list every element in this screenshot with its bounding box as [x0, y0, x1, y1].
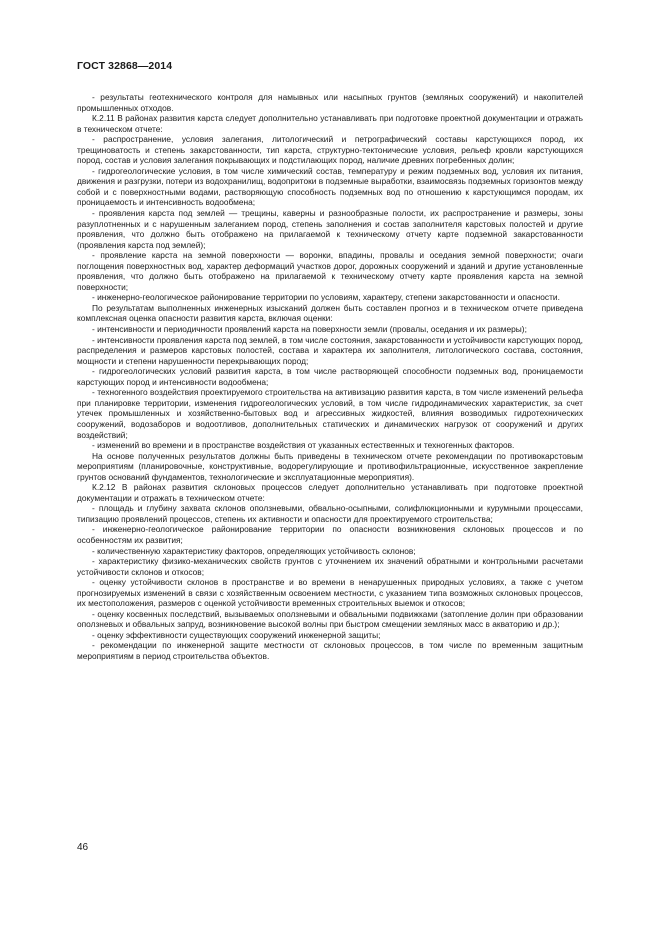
paragraph: - площадь и глубину захвата склонов оползневыми, обвально-осыпными, солифлюкционными и курумными процессами, типизацию проявлений процессов, степень их активности и опасности для проектируемого строительства; [77, 503, 583, 524]
paragraph: - интенсивности и периодичности проявлений карста на поверхности земли (провалы, оседания и их размеры); [92, 324, 527, 335]
paragraph: - количественную характеристику факторов, определяющих устойчивость склонов; [92, 545, 416, 556]
paragraph: - рекомендации по инженерной защите местности от склоновых процессов, в том числе по временным защитным мероприятиям в период строительства объектов. [77, 640, 583, 661]
paragraph: К.2.11 В районах развития карста следует дополнительно устанавливать при подготовке проектной документации и отражать в техническом отчете: [77, 113, 583, 134]
paragraph: - гидрогеологических условий развития карста, в том числе растворяющей способности подземных вод, проницаемости карстующих пород и интенсивности водообмена; [77, 366, 583, 387]
paragraph: На основе полученных результатов должны быть приведены в техническом отчете рекомендации по противокарстовым мероприятиям (планировочные, конструктивные, водорегулирующие и противофильтрационные, искусственное закрепление грунтов оснований фундаментов, технологические и эксплуатационные мероприятия). [77, 450, 583, 482]
paragraph: - проявление карста на земной поверхности — воронки, впадины, провалы и оседания земной поверхности; очаги поглощения поверхностных вод, характер деформаций участков дорог, дорожных сооружений и зданий и другие установленные проявления, что должно быть отображено на прилагаемой к техническому отчету карте проявления карста на земной поверхности; [77, 250, 583, 292]
paragraph: - проявления карста под землей — трещины, каверны и разнообразные полости, их распространение и размеры, зоны разуплотненных и с нарушенным залеганием пород, степень заполнения и состав заполнителя карстовых полостей и другие проявления, что должно быть отображено на прилагаемой к техническому отчету карте подземной закарстованности (проявления карста под землей); [77, 208, 583, 250]
paragraph: По результатам выполненных инженерных изысканий должен быть составлен прогноз и в техническом отчете приведена комплексная оценка опасности развития карста, включая оценки: [77, 302, 583, 324]
paragraph: - оценку косвенных последствий, вызываемых оползневыми и обвальными подвижками (затопление долин при образовании оползневых и обвальных запруд, возникновение высокой волны при быстром смещении земляных масс в акваторию и др.); [77, 608, 583, 630]
page-number: 46 [77, 842, 89, 853]
document-header: ГОСТ 32868—2014 [77, 60, 173, 72]
paragraph: - инженерно-геологическое районирование территории по опасности возникновения склоновых процессов и по особенностям их развития; [77, 524, 583, 545]
paragraph: - распространение, условия залегания, литологический и петрографический составы карстующихся пород, их трещиноватость и степень закарстованности, тип карста, структурно-тектонические условия, рельеф кровли карстующихся пород, состав и условия залегания покрывающих и подстилающих пород, наличие древних погребенных долин; [77, 134, 583, 166]
paragraph: - оценку эффективности существующих сооружений инженерной защиты; [92, 629, 381, 640]
paragraph: - гидрогеологические условия, в том числе химический состав, температуру и режим подземных вод, условия их питания, движения и разгрузки, потери из водохранилищ, водопритоки в подземные выработки, взаимосвязь подземных горизонтов между собой и с поверхностными водами, растворяющую способность подземных вод по отношению к карстующимся породам, их проницаемость и интенсивность водообмена; [77, 165, 583, 208]
paragraph: - инженерно-геологическое районирование территории по условиям, характеру, степени закарстованности и опасности. [92, 292, 560, 303]
paragraph: - изменений во времени и в пространстве воздействия от указанных естественных и техногенных факторов. [92, 440, 515, 451]
paragraph: - характеристику физико-механических свойств грунтов с уточнением их значений обратными и контрольными расчетами устойчивости склонов и откосов; [77, 556, 583, 577]
document-body [77, 92, 583, 662]
paragraph: - интенсивности проявления карста под землей, в том числе состояния, закарстованности и устойчивости карстующих пород, распределения и размеров карстовых полостей, состава и характера их заполнителя, литологического состава, состояния, мощности и степени нарушенности перекрывающих пород; [77, 334, 583, 366]
paragraph: - техногенного воздействия проектируемого строительства на активизацию развития карста, в том числе изменений рельефа при планировке территории, изменения гидрогеологических условий, в том числе гидродинамических характеристик, за счет утечек промышленных и хозяйственно-бытовых вод и агрессивных жидкостей, влияния возводимых гидротехнических сооружений, водозаборов и водоотливов, дополнительных статических и динамических нагрузок от сооружений и других воздействий; [77, 387, 583, 440]
paragraph: К.2.12 В районах развития склоновых процессов следует дополнительно устанавливать при подготовке проектной документации и отражать в техническом отчете: [77, 482, 583, 503]
paragraph: - оценку устойчивости склонов в пространстве и во времени в ненарушенных природных условиях, а также с учетом прогнозируемых изменений в связи с хозяйственным освоением местности, с указанием типа возможных склоновых процессов, их местоположения, размеров с оценкой устойчивости временных строительных выемок и откосов; [77, 577, 583, 609]
paragraph: - результаты геотехнического контроля для намывных или насыпных грунтов (земляных сооружений) и накопителей промышленных отходов. [77, 92, 583, 113]
